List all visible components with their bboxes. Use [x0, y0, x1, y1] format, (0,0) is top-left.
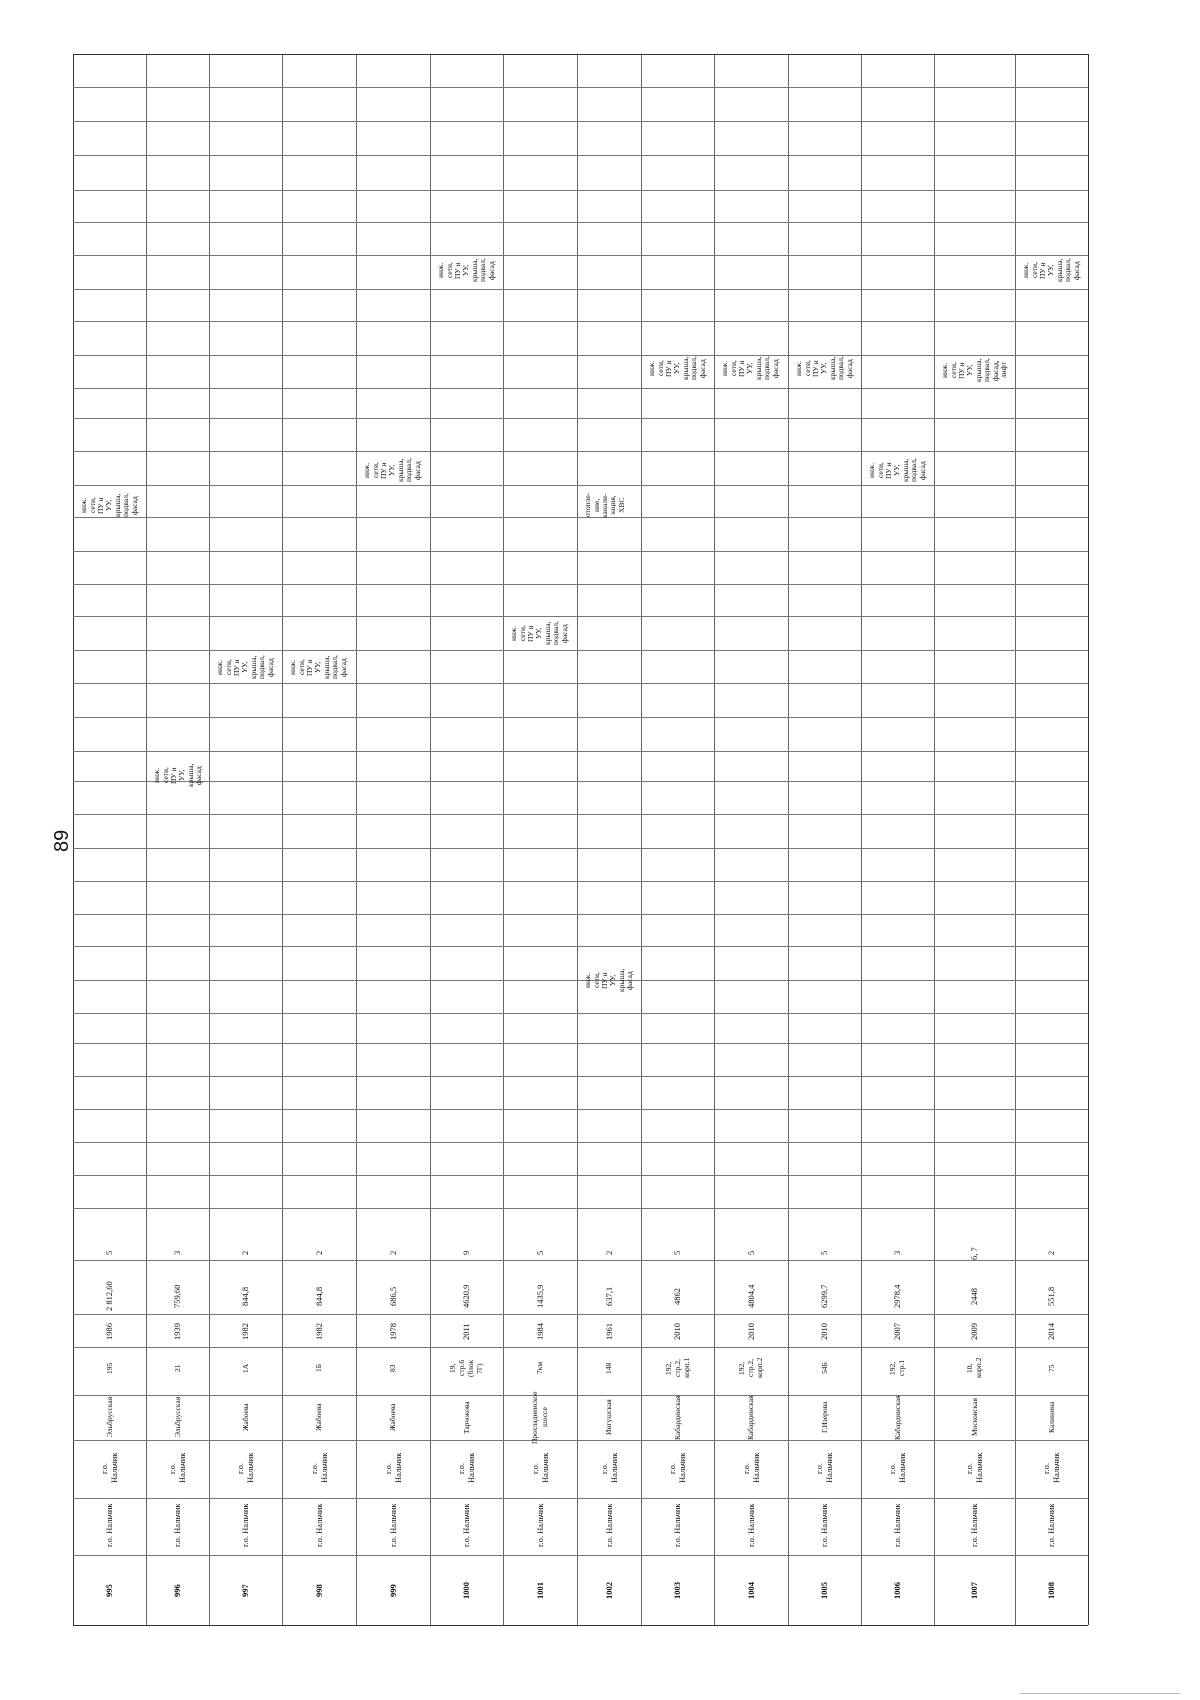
- work-type-note: инж.: [288, 659, 298, 675]
- house-number-cell: стр.2,: [746, 1359, 755, 1377]
- house-number-cell: 75: [1046, 1364, 1056, 1372]
- grid-vline: [1088, 54, 1089, 1625]
- work-type-note: подвал,: [909, 458, 919, 482]
- house-number-cell: 83: [388, 1364, 397, 1372]
- work-type-note: фасад: [265, 657, 275, 677]
- house-number-cell: 10,: [965, 1363, 974, 1373]
- year-built-cell: 1986: [104, 1322, 114, 1340]
- work-type-note: сети,: [948, 362, 958, 378]
- work-type-note: фасад: [697, 358, 707, 378]
- work-type-note: инж.: [152, 767, 162, 783]
- work-type-note: ПУ и: [379, 461, 388, 479]
- grid-hline: [73, 980, 1088, 981]
- street-cell: Г.Изерова: [819, 1401, 829, 1433]
- work-type-note: фасад: [625, 970, 635, 990]
- municipality-cell: г.о. Нальчик: [1046, 1503, 1056, 1547]
- grid-hline: [73, 1208, 1088, 1209]
- work-type-note: инж.: [1021, 262, 1031, 278]
- work-type-note: сети,: [728, 360, 738, 376]
- settlement-cell: Нальчик: [539, 1452, 550, 1483]
- house-number-cell: 7км: [535, 1361, 544, 1374]
- settlement-cell: г.о.: [456, 1462, 466, 1474]
- grid-hline: [73, 1314, 1088, 1315]
- grid-hline: [73, 485, 1088, 486]
- row-number: 1008: [1046, 1581, 1056, 1599]
- grid-hline: [73, 121, 1088, 122]
- house-number-cell: стр.2,: [672, 1359, 682, 1377]
- row-number: 998: [313, 1583, 324, 1597]
- work-type-note: инж.: [940, 362, 950, 378]
- work-type-note: крыша,: [469, 258, 479, 282]
- work-type-note: крыша,: [185, 763, 195, 787]
- work-type-note: подвал,: [1063, 258, 1073, 282]
- work-type-note: инж.: [720, 360, 730, 376]
- house-number-cell: стр.6: [457, 1359, 466, 1376]
- settlement-cell: г.о.: [740, 1462, 751, 1474]
- settlement-cell: Нальчик: [897, 1452, 907, 1483]
- street-cell: Кабардинская: [746, 1394, 755, 1440]
- total-area-cell: 2 812,60: [104, 1281, 114, 1311]
- work-type-note: инж.: [436, 262, 446, 278]
- work-type-note: ПУ и: [737, 359, 746, 377]
- row-number: 1007: [969, 1581, 979, 1599]
- total-area-cell: 4620,9: [461, 1284, 471, 1308]
- work-type-note: инж.: [583, 972, 593, 988]
- work-type-note: фасад: [486, 260, 496, 280]
- grid-hline: [73, 222, 1088, 223]
- work-type-note: фасад: [559, 623, 569, 643]
- total-area-cell: 1435,9: [534, 1284, 545, 1308]
- grid-hline: [73, 946, 1088, 947]
- municipality-cell: г.о. Нальчик: [969, 1503, 979, 1547]
- row-number: 995: [104, 1583, 114, 1597]
- street-cell: Московская: [969, 1398, 979, 1436]
- work-type-note: лифт: [999, 362, 1008, 378]
- municipality-cell: г.о. Нальчик: [387, 1503, 398, 1547]
- grid-hline: [73, 451, 1088, 452]
- work-type-note: канали-: [600, 492, 609, 518]
- work-type-note: крыша,: [1054, 258, 1064, 282]
- work-type-note: УУ,: [240, 661, 250, 673]
- street-cell: Жабоева: [388, 1403, 397, 1431]
- total-area-cell: 2448: [969, 1287, 979, 1305]
- street-cell: Жабоева: [314, 1403, 323, 1431]
- grid-hline: [73, 1498, 1088, 1499]
- settlement-cell: Нальчик: [466, 1452, 476, 1483]
- grid-hline: [73, 584, 1088, 585]
- house-number-cell: 21: [172, 1364, 182, 1372]
- grid-hline: [73, 1347, 1088, 1348]
- municipality-cell: г.о. Нальчик: [603, 1503, 614, 1547]
- work-type-note: фасад: [770, 358, 780, 378]
- work-type-note: ПУ и: [957, 361, 966, 379]
- grid-hline: [73, 1175, 1088, 1176]
- grid-hline: [73, 1142, 1088, 1143]
- grid-hline: [73, 814, 1088, 815]
- house-number-cell: 192,: [737, 1361, 746, 1375]
- work-type-note: инж.: [509, 625, 519, 641]
- grid-hline: [73, 190, 1088, 191]
- settlement-cell: г.о.: [964, 1462, 974, 1474]
- year-built-cell: 2011: [461, 1322, 471, 1340]
- settlement-cell: г.о.: [1041, 1462, 1051, 1474]
- settlement-cell: Нальчик: [109, 1452, 119, 1483]
- work-type-note: подвал,: [121, 493, 131, 517]
- work-type-note: подвал,: [982, 358, 992, 382]
- year-built-cell: 1982: [313, 1322, 324, 1340]
- municipality-cell: г.о. Нальчик: [104, 1503, 114, 1547]
- house-number-cell: корп.2: [755, 1357, 764, 1378]
- work-type-note: подвал,: [836, 356, 846, 380]
- settlement-cell: Нальчик: [608, 1452, 619, 1483]
- year-built-cell: 1982: [240, 1322, 250, 1340]
- grid-hline: [73, 418, 1088, 419]
- municipality-cell: г.о. Нальчик: [819, 1503, 829, 1547]
- work-type-note: ПУ и: [600, 971, 609, 989]
- work-type-note: инж.: [647, 360, 657, 376]
- house-number-cell: корп.1: [681, 1357, 691, 1378]
- work-type-note: инж.: [79, 497, 89, 513]
- grid-hline: [73, 1043, 1088, 1044]
- settlement-cell: г.о.: [598, 1462, 609, 1474]
- settlement-cell: г.о.: [308, 1462, 319, 1474]
- settlement-cell: Нальчик: [677, 1452, 687, 1483]
- grid-hline: [73, 355, 1088, 356]
- street-cell: Эльбрусская: [104, 1396, 114, 1437]
- grid-hline: [73, 388, 1088, 389]
- grid-hline: [73, 289, 1088, 290]
- settlement-cell: г.о.: [382, 1462, 393, 1474]
- row-number: 996: [172, 1583, 182, 1597]
- grid-hline: [73, 551, 1088, 552]
- work-type-note: ПУ и: [96, 496, 105, 514]
- floors-cell: 5: [534, 1250, 545, 1255]
- total-area-cell: 637,1: [603, 1286, 614, 1306]
- street-cell: Кабардинская: [672, 1394, 682, 1440]
- work-type-note: сети,: [87, 497, 97, 513]
- work-type-note: крыша,: [248, 655, 258, 679]
- house-number-cell: стр.1: [897, 1359, 906, 1376]
- settlement-cell: Нальчик: [392, 1452, 403, 1483]
- municipality-cell: г.о. Нальчик: [745, 1503, 756, 1547]
- work-type-note: крыша,: [395, 458, 405, 482]
- work-type-note: ПУ и: [305, 658, 314, 676]
- work-type-note: инж.: [215, 659, 225, 675]
- work-type-note: зация,: [608, 495, 618, 515]
- work-type-note: УУ,: [177, 769, 187, 781]
- work-type-note: подвал,: [551, 621, 561, 645]
- work-type-note: подвал,: [404, 458, 414, 482]
- settlement-cell: Нальчик: [750, 1452, 761, 1483]
- settlement-cell: Нальчик: [824, 1452, 834, 1483]
- floors-cell: 5: [745, 1250, 756, 1255]
- work-type-note: инж.: [362, 462, 372, 478]
- row-number: 1004: [745, 1581, 756, 1599]
- year-built-cell: 2014: [1046, 1322, 1056, 1340]
- work-type-note: сети,: [802, 360, 812, 376]
- grid-hline: [73, 1076, 1088, 1077]
- year-built-cell: 2010: [819, 1322, 829, 1340]
- year-built-cell: 1939: [172, 1322, 182, 1340]
- grid-hline: [73, 616, 1088, 617]
- grid-hline: [73, 1555, 1088, 1556]
- grid-hline: [73, 87, 1088, 88]
- total-area-cell: 844,8: [313, 1286, 324, 1306]
- work-type-note: ПУ и: [526, 624, 535, 642]
- floors-cell: 5: [819, 1250, 829, 1255]
- row-number: 1001: [534, 1581, 545, 1599]
- year-built-cell: 1961: [603, 1322, 614, 1340]
- work-type-note: ПУ и: [453, 261, 462, 279]
- work-type-note: подвал,: [257, 655, 267, 679]
- street-cell: Калинина: [1046, 1401, 1056, 1433]
- floors-cell: 2: [603, 1250, 614, 1255]
- municipality-cell: г.о. Нальчик: [461, 1503, 471, 1547]
- work-type-note: УУ,: [104, 499, 114, 511]
- row-number: 1003: [672, 1581, 682, 1599]
- municipality-cell: г.о. Нальчик: [534, 1503, 545, 1547]
- municipality-cell: г.о. Нальчик: [240, 1503, 250, 1547]
- work-type-note: фасад: [917, 460, 927, 480]
- grid-hline: [73, 155, 1088, 156]
- grid-hline: [73, 1440, 1088, 1441]
- municipality-cell: г.о. Нальчик: [313, 1503, 324, 1547]
- total-area-cell: 4862: [672, 1287, 682, 1305]
- total-area-cell: 2978,4: [892, 1284, 902, 1308]
- work-type-note: УУ,: [745, 362, 755, 374]
- year-built-cell: 2007: [892, 1322, 902, 1340]
- house-number-cell: 195: [104, 1362, 114, 1374]
- work-type-note: сети,: [875, 462, 885, 478]
- street-cell: шоссе: [540, 1407, 549, 1427]
- total-area-cell: 686,5: [387, 1286, 398, 1306]
- work-type-note: инж.: [794, 360, 804, 376]
- work-type-note: крыша,: [680, 356, 690, 380]
- street-cell: Жабоева: [240, 1403, 250, 1431]
- work-type-note: ПУ и: [664, 359, 673, 377]
- row-number: 1006: [892, 1581, 902, 1599]
- floors-cell: 2: [313, 1250, 324, 1255]
- year-built-cell: 2010: [745, 1322, 756, 1340]
- work-type-note: ПУ и: [232, 658, 241, 676]
- total-area-cell: 844,8: [240, 1286, 250, 1306]
- settlement-cell: Нальчик: [1051, 1452, 1061, 1483]
- street-cell: Кабардинская: [892, 1394, 902, 1440]
- work-type-note: крыша,: [112, 493, 122, 517]
- floors-cell: 5: [104, 1250, 114, 1255]
- work-type-note: отопле-: [583, 492, 593, 517]
- work-type-note: крыша,: [616, 968, 626, 992]
- work-type-note: фасад: [412, 460, 422, 480]
- work-type-note: ПУ и: [1038, 261, 1047, 279]
- work-type-note: УУ,: [819, 362, 829, 374]
- settlement-cell: г.о.: [99, 1462, 109, 1474]
- street-cell: Прохладненское: [530, 1391, 539, 1444]
- page-number: 89: [51, 829, 73, 852]
- grid-hline: [73, 848, 1088, 849]
- work-type-note: подвал,: [478, 258, 488, 282]
- house-number-cell: 54Б: [819, 1362, 829, 1374]
- work-type-note: ХВС: [616, 497, 626, 513]
- floors-cell: 3: [892, 1250, 902, 1255]
- work-type-note: УУ,: [534, 627, 544, 639]
- floors-cell: 5: [672, 1250, 682, 1255]
- total-area-cell: 6299,7: [819, 1284, 829, 1308]
- settlement-cell: Нальчик: [318, 1452, 329, 1483]
- grid-hline: [73, 1625, 1088, 1626]
- work-type-note: сети,: [1029, 262, 1039, 278]
- settlement-cell: Нальчик: [245, 1452, 255, 1483]
- work-type-note: фасад: [194, 765, 204, 785]
- work-type-note: сети,: [160, 767, 170, 783]
- total-area-cell: 4804,4: [745, 1284, 756, 1308]
- grid-hline: [73, 517, 1088, 518]
- grid-hline: [73, 650, 1088, 651]
- scan-artifact: [1020, 1693, 1180, 1694]
- work-type-note: фасад: [338, 657, 348, 677]
- street-cell: Ингушская: [604, 1399, 613, 1435]
- municipality-cell: г.о. Нальчик: [672, 1503, 682, 1547]
- work-type-note: фасад: [844, 358, 854, 378]
- settlement-cell: г.о.: [814, 1462, 824, 1474]
- work-type-note: подвал,: [762, 356, 772, 380]
- work-type-note: сети,: [655, 360, 665, 376]
- grid-hline: [73, 54, 1088, 55]
- work-type-note: УУ,: [965, 364, 975, 376]
- work-type-note: крыша,: [542, 621, 552, 645]
- grid-hline: [73, 1260, 1088, 1261]
- grid-hline: [73, 717, 1088, 718]
- settlement-cell: г.о.: [887, 1462, 897, 1474]
- work-type-note: ПУ и: [811, 359, 820, 377]
- settlement-cell: г.о.: [529, 1462, 540, 1474]
- work-type-note: подвал,: [689, 356, 699, 380]
- settlement-cell: г.о.: [167, 1462, 177, 1474]
- total-area-cell: 759,60: [172, 1284, 182, 1308]
- work-type-note: сети,: [296, 659, 306, 675]
- grid-hline: [73, 914, 1088, 915]
- row-number: 1002: [603, 1581, 614, 1599]
- floors-cell: 9: [461, 1250, 471, 1255]
- grid-hline: [73, 683, 1088, 684]
- floors-cell: 2: [240, 1250, 250, 1255]
- settlement-cell: г.о.: [667, 1462, 677, 1474]
- work-type-note: УУ,: [461, 264, 471, 276]
- grid-hline: [73, 751, 1088, 752]
- work-type-note: инж.: [867, 462, 877, 478]
- year-built-cell: 1984: [534, 1322, 545, 1340]
- row-number: 1000: [461, 1581, 471, 1599]
- house-number-cell: 192,: [888, 1361, 897, 1375]
- year-built-cell: 2010: [672, 1322, 682, 1340]
- grid-hline: [73, 781, 1088, 782]
- house-number-cell: корп.2: [974, 1357, 983, 1378]
- work-type-note: крыша,: [321, 655, 331, 679]
- work-type-note: крыша,: [827, 356, 837, 380]
- grid-hline: [73, 255, 1088, 256]
- settlement-cell: Нальчик: [974, 1452, 984, 1483]
- year-built-cell: 1978: [387, 1322, 398, 1340]
- work-type-note: подвал,: [330, 655, 340, 679]
- street-cell: Тарчокова: [461, 1400, 471, 1434]
- row-number: 999: [387, 1583, 398, 1597]
- grid-hline: [73, 881, 1088, 882]
- municipality-cell: г.о. Нальчик: [172, 1503, 182, 1547]
- work-type-note: УУ,: [313, 661, 323, 673]
- house-number-cell: (блок: [466, 1359, 475, 1377]
- work-type-note: сети,: [223, 659, 233, 675]
- settlement-cell: г.о.: [235, 1462, 245, 1474]
- work-type-note: фасад: [1071, 260, 1081, 280]
- work-type-note: сети,: [517, 625, 527, 641]
- grid-hline: [73, 1109, 1088, 1110]
- house-number-cell: 1А: [240, 1363, 250, 1373]
- work-type-note: крыша,: [753, 356, 763, 380]
- floors-cell: 2: [1046, 1250, 1056, 1255]
- row-number: 1005: [819, 1581, 829, 1599]
- work-type-note: ПУ и: [884, 461, 893, 479]
- work-type-note: фасад,: [990, 359, 1000, 381]
- grid-hline: [73, 1013, 1088, 1014]
- house-number-cell: 192,: [663, 1361, 673, 1375]
- house-number-cell: 148: [604, 1362, 613, 1374]
- grid-hline: [73, 1395, 1088, 1396]
- work-type-note: сети,: [370, 462, 380, 478]
- work-type-note: УУ,: [672, 362, 682, 374]
- house-number-cell: 19,: [448, 1363, 457, 1373]
- work-type-note: крыша,: [900, 458, 910, 482]
- work-type-note: сети,: [591, 972, 601, 988]
- total-area-cell: 551,8: [1046, 1286, 1056, 1306]
- street-cell: Эльбрусская: [172, 1396, 182, 1437]
- house-number-cell: 7Г): [475, 1362, 484, 1374]
- work-type-note: крыша,: [973, 358, 983, 382]
- work-type-note: УУ,: [892, 464, 902, 476]
- work-type-note: УУ,: [608, 974, 618, 986]
- row-number: 997: [240, 1583, 250, 1597]
- settlement-cell: Нальчик: [177, 1452, 187, 1483]
- year-built-cell: 2009: [969, 1322, 979, 1340]
- work-type-note: УУ,: [1046, 264, 1056, 276]
- floors-cell: 6, 7: [969, 1246, 979, 1260]
- grid-hline: [73, 321, 1088, 322]
- work-type-note: ние,: [591, 498, 601, 512]
- municipality-cell: г.о. Нальчик: [892, 1503, 902, 1547]
- floors-cell: 3: [172, 1250, 182, 1255]
- work-type-note: ПУ и: [169, 766, 178, 784]
- work-type-note: фасад: [129, 495, 139, 515]
- work-type-note: сети,: [444, 262, 454, 278]
- house-number-cell: 1Б: [314, 1363, 323, 1372]
- work-type-note: УУ,: [387, 464, 397, 476]
- floors-cell: 2: [387, 1250, 398, 1255]
